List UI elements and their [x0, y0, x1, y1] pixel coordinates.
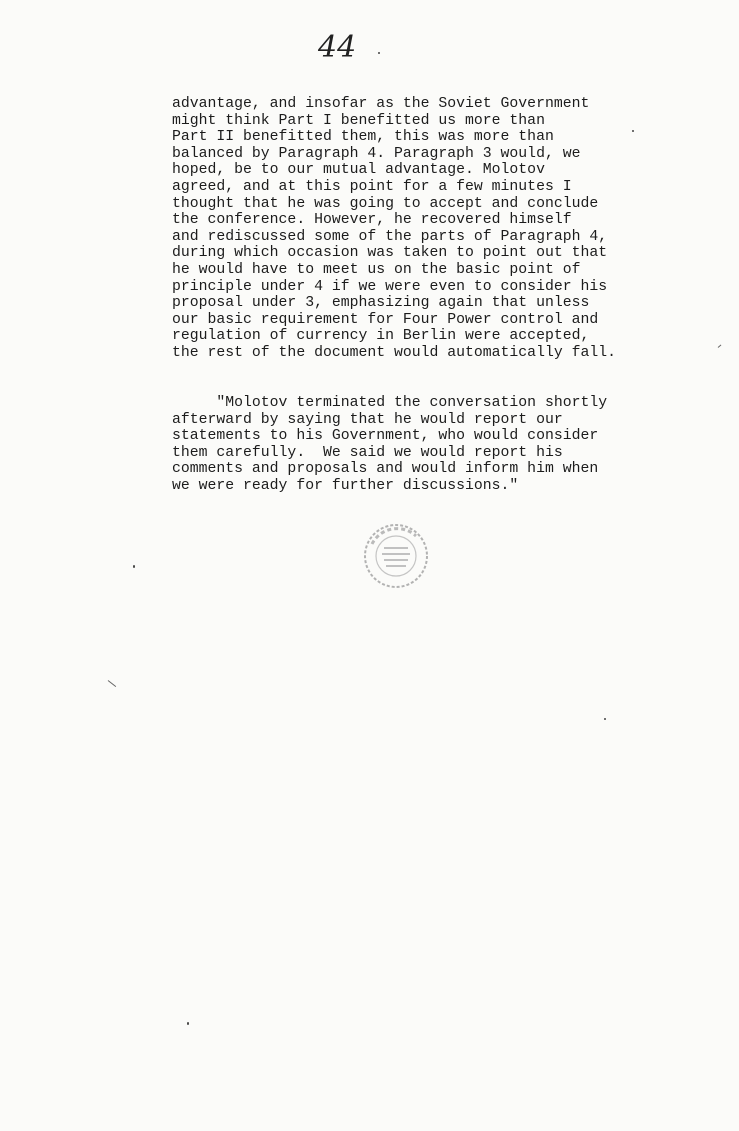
text-line: agreed, and at this point for a few minutes I — [172, 178, 572, 195]
text-line: and rediscussed some of the parts of Paragraph 4, — [172, 228, 608, 245]
paragraph-2 — [172, 379, 732, 495]
scan-speck — [187, 1022, 189, 1025]
page-number: 44 — [318, 30, 357, 65]
text-line: might think Part I benefitted us more than — [172, 112, 545, 129]
text-line: during which occasion was taken to point out that — [172, 245, 608, 262]
text-line: them carefully. We said we would report his — [172, 444, 563, 461]
text-line: "Molotov terminated the conversation shortly — [172, 395, 608, 412]
text-line: statements to his Government, who would consider — [172, 428, 599, 445]
text-line: regulation of currency in Berlin were accepted, — [172, 328, 590, 345]
text-line: advantage, and insofar as the Soviet Government — [172, 96, 590, 112]
scan-scratch — [108, 680, 116, 687]
text-line: the conference. However, he recovered himself — [172, 212, 572, 229]
seal-lettering-mark — [382, 548, 410, 566]
scan-speck — [604, 718, 606, 720]
text-line: we were ready for further discussions." — [172, 478, 519, 495]
document-body — [172, 96, 732, 495]
text-line: thought that he was going to accept and conclude — [172, 195, 599, 212]
scan-speck — [632, 130, 634, 132]
text-line: comments and proposals and would inform him when — [172, 461, 599, 478]
text-line: the rest of the document would automatically fall. — [172, 344, 616, 361]
scan-speck — [378, 52, 380, 54]
scan-speck — [133, 565, 135, 568]
text-line: balanced by Paragraph 4. Paragraph 3 would, we — [172, 145, 581, 162]
text-line: Part II benefitted them, this was more than — [172, 129, 554, 146]
seal-inner-ring — [376, 536, 416, 576]
text-line: he would have to meet us on the basic point of — [172, 261, 581, 278]
text-line: hoped, be to our mutual advantage. Molotov — [172, 162, 545, 179]
paragraph-1 — [172, 96, 732, 362]
text-line: principle under 4 if we were even to consider his — [172, 278, 608, 295]
archive-seal-icon — [362, 522, 430, 590]
text-line: our basic requirement for Four Power control and — [172, 311, 599, 328]
seal-outer-ring — [365, 525, 427, 587]
text-line: proposal under 3, emphasizing again that unless — [172, 295, 590, 312]
text-line: afterward by saying that he would report our — [172, 411, 563, 428]
